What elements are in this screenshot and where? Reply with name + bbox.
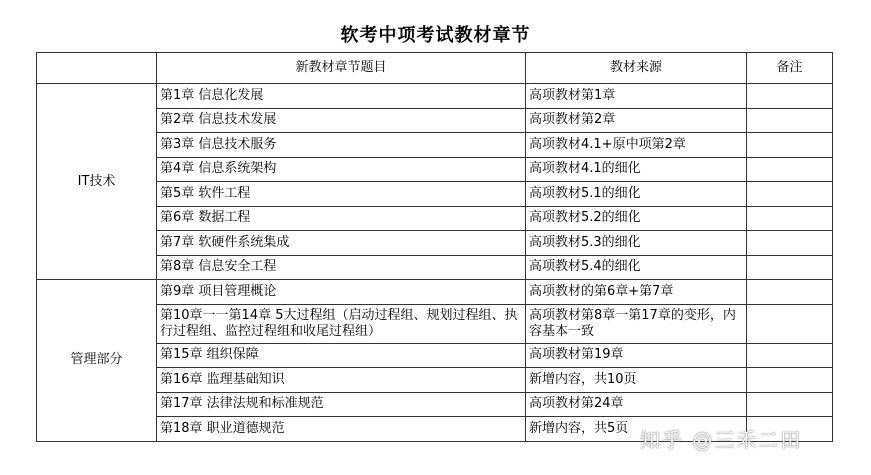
chapter-cell: 第10章一一第14章 5大过程组（启动过程组、规划过程组、执行过程组、监控过程组和收尾过程组）: [157, 304, 526, 343]
note-cell: [747, 182, 833, 207]
chapter-cell: 第9章 项目管理概论: [157, 280, 526, 305]
watermark: 知乎 @三禾二田: [640, 428, 803, 452]
group-label-it: IT技术: [37, 84, 157, 280]
note-cell: [747, 392, 833, 417]
chapter-cell: 第18章 职业道德规范: [157, 417, 526, 442]
chapter-cell: 第4章 信息系统架构: [157, 157, 526, 182]
note-cell: [747, 84, 833, 109]
source-cell: 新增内容，共5页: [526, 417, 747, 442]
source-cell: 高项教材5.3的细化: [526, 231, 747, 256]
chapter-table: [36, 52, 833, 442]
table-row: [37, 392, 833, 417]
chapter-cell: 第16章 监理基础知识: [157, 368, 526, 393]
table-row: [37, 231, 833, 256]
source-cell: 高项教材4.1+原中项第2章: [526, 133, 747, 158]
note-cell: [747, 280, 833, 305]
table-row: [37, 133, 833, 158]
table-row: [37, 182, 833, 207]
table-row: [37, 368, 833, 393]
note-cell: [747, 255, 833, 280]
header-note: 备注: [747, 53, 833, 84]
source-cell: 高项教材第19章: [526, 343, 747, 368]
note-cell: [747, 157, 833, 182]
table-row: [37, 255, 833, 280]
chapter-cell: 第1章 信息化发展: [157, 84, 526, 109]
table-header-row: [37, 53, 833, 84]
note-cell: [747, 108, 833, 133]
source-cell: 高项教材5.1的细化: [526, 182, 747, 207]
group-label-management: 管理部分: [37, 280, 157, 442]
note-cell: [747, 206, 833, 231]
chapter-cell: 第15章 组织保障: [157, 343, 526, 368]
page-title: 软考中项考试教材章节: [340, 25, 531, 46]
table-row: [37, 157, 833, 182]
note-cell: [747, 304, 833, 343]
header-chapter-title: 新教材章节题目: [157, 53, 526, 84]
chapter-cell: 第7章 软硬件系统集成: [157, 231, 526, 256]
source-cell: 高项教材5.4的细化: [526, 255, 747, 280]
note-cell: [747, 133, 833, 158]
note-cell: [747, 231, 833, 256]
source-cell: 高项教材5.2的细化: [526, 206, 747, 231]
table-row: [37, 304, 833, 343]
table-row: [37, 108, 833, 133]
table-row: [37, 84, 833, 109]
source-cell: 新增内容，共10页: [526, 368, 747, 393]
note-cell: [747, 343, 833, 368]
chapter-cell: 第2章 信息技术发展: [157, 108, 526, 133]
chapter-cell: 第8章 信息安全工程: [157, 255, 526, 280]
chapter-cell: 第5章 软件工程: [157, 182, 526, 207]
table-row: [37, 343, 833, 368]
table-row: [37, 280, 833, 305]
header-source: 教材来源: [526, 53, 747, 84]
source-cell: 高项教材4.1的细化: [526, 157, 747, 182]
header-category: [37, 53, 157, 84]
chapter-cell: 第3章 信息技术服务: [157, 133, 526, 158]
source-cell: 高项教材的第6章+第7章: [526, 280, 747, 305]
chapter-cell: 第17章 法律法规和标准规范: [157, 392, 526, 417]
source-cell: 高项教材第24章: [526, 392, 747, 417]
note-cell: [747, 368, 833, 393]
chapter-cell: 第6章 数据工程: [157, 206, 526, 231]
source-cell: 高项教材第2章: [526, 108, 747, 133]
table-row: [37, 206, 833, 231]
source-cell: 高项教材第1章: [526, 84, 747, 109]
source-cell: 高项教材第8章一第17章的变形，内容基本一致: [526, 304, 747, 343]
